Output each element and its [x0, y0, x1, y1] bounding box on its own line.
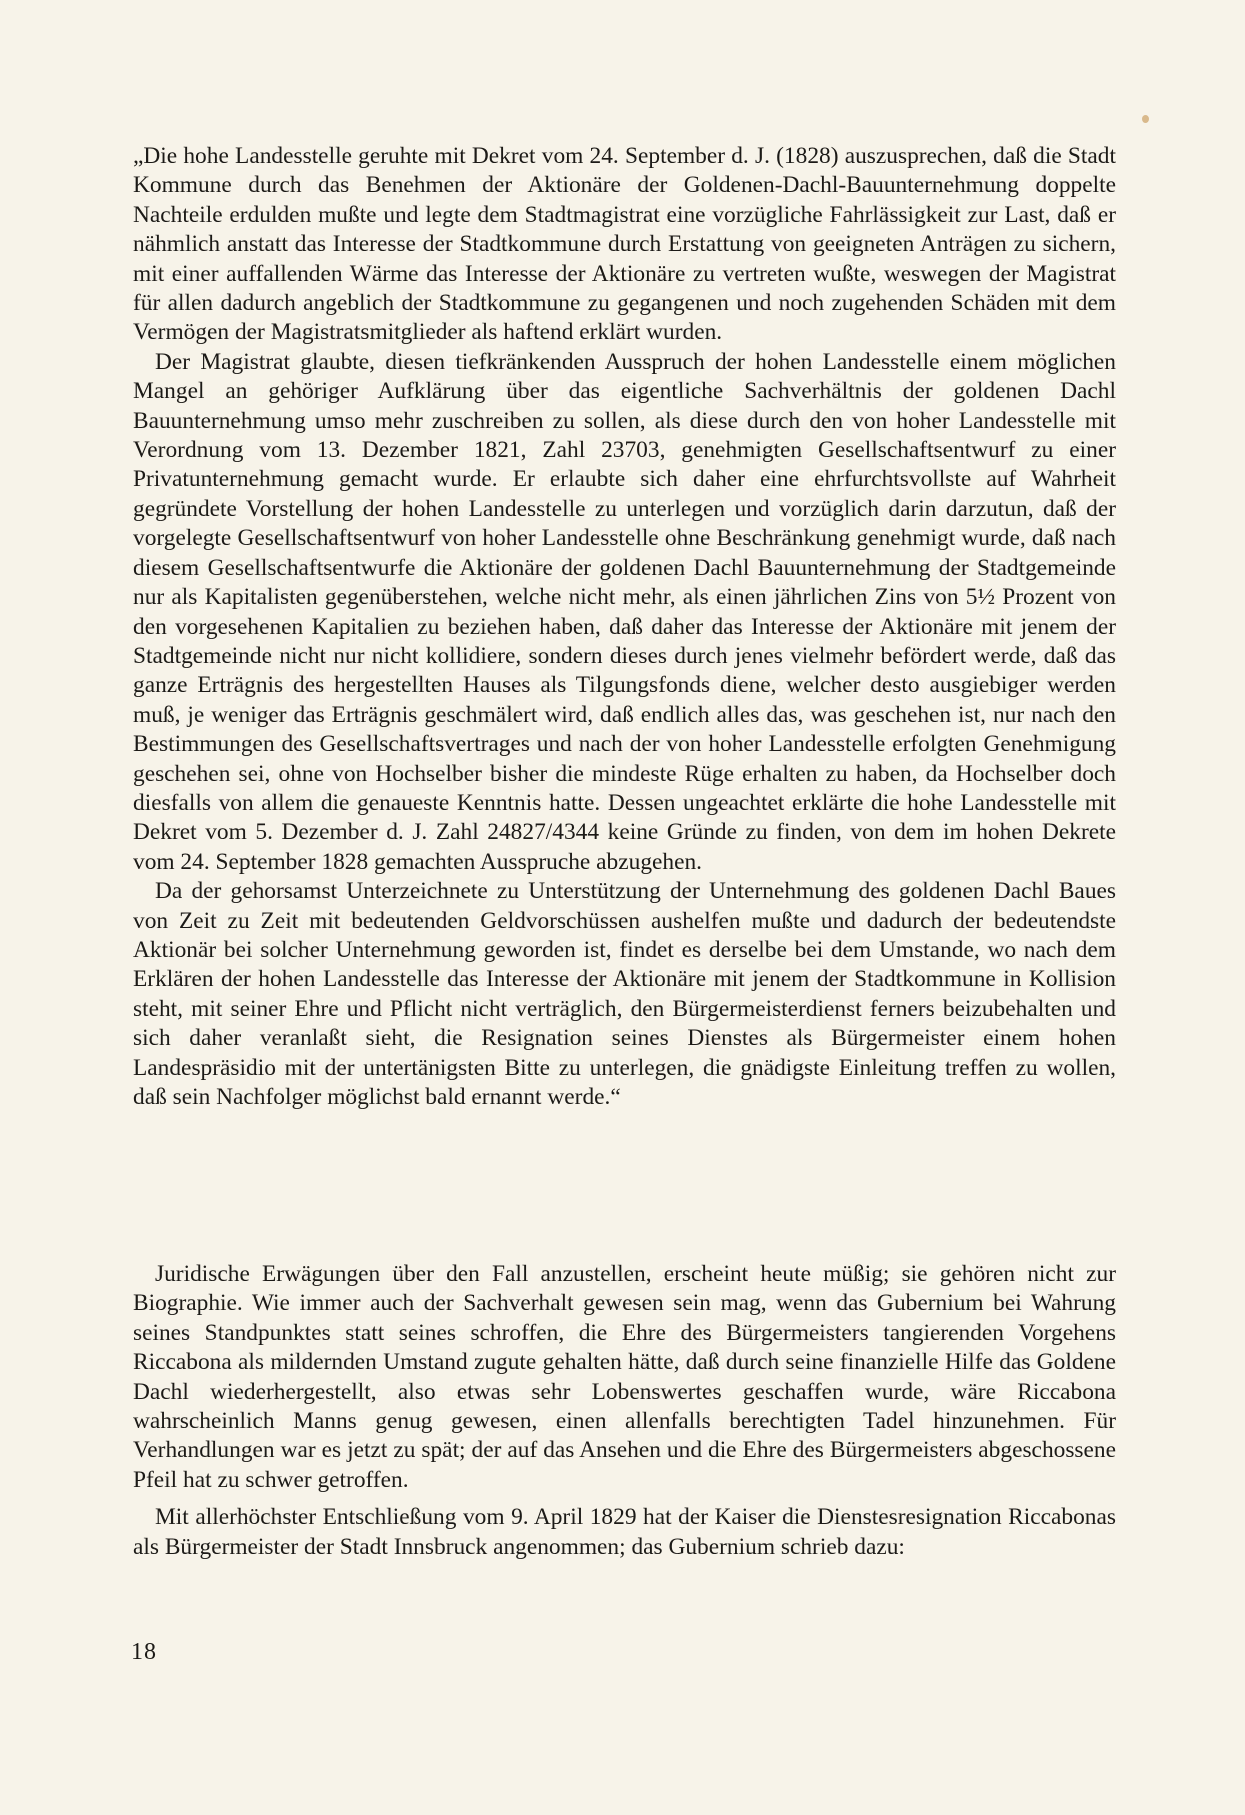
author-commentary	[133, 1260, 1116, 1562]
quoted-letter	[133, 142, 1116, 1112]
quote-paragraph: „Die hohe Landesstelle geruhte mit Dekret vom 24. September d. J. (1828) auszusprechen, daß die Stadt Kommune durch das Benehmen der Aktionäre der Goldenen-Dachl-Bauunternehmung doppelte Nachteile erdulden mußte und legte dem Stadtmagistrat eine vorzügliche Fahrlässigkeit zur Last, daß er nähmlich anstatt das Interesse der Stadtkommune durch Erstattung von geeigneten Anträgen zu sichern, mit einer auffallenden Wärme das Interesse der Aktionäre zu vertreten wußte, weswegen der Magistrat für allen dadurch angeblich der Stadtkommune zu gegangenen und noch zugehenden Schäden mit dem Vermögen der Magistratsmitglieder als haftend erklärt wurden.	[133, 143, 1116, 346]
page-number: 18	[131, 1639, 157, 1665]
commentary-paragraph: Juridische Erwägungen über den Fall anzustellen, erscheint heute müßig; sie gehören nicht zur Biographie. Wie immer auch der Sachverhalt gewesen sein mag, wenn das Gubernium bei Wahrung seines Standpunktes statt seines schroffen, die Ehre des Bürgermeisters tangierenden Vorgehens Riccabona als mildernden Umstand zugute gehalten hätte, daß durch seine finanzielle Hilfe das Goldene Dachl wiederhergestellt, also etwas sehr Lobenswertes geschaffen wurde, wäre Riccabona wahrscheinlich Manns genug gewesen, einen allenfalls berechtigten Tadel hinzunehmen. Für Verhandlungen war es jetzt zu spät; der auf das Ansehen und die Ehre des Bürgermeisters abgeschossene Pfeil hat zu schwer getroffen.	[133, 1261, 1116, 1493]
commentary-paragraph: Mit allerhöchster Entschließung vom 9. April 1829 hat der Kaiser die Dienstesresignation Riccabonas als Bürgermeister der Stadt Innsbruck angenommen; das Gubernium schrieb dazu:	[133, 1504, 1116, 1560]
paper-speck	[1142, 115, 1149, 123]
quote-paragraph: Da der gehorsamst Unterzeichnete zu Unterstützung der Unternehmung des goldenen Dachl Baues von Zeit zu Zeit mit bedeutenden Geldvorschüssen aushelfen mußte und dadurch der bedeutendste Aktionär bei solcher Unternehmung geworden ist, findet es derselbe bei dem Umstande, wo nach dem Erklären der hohen Landesstelle das Interesse der Aktionäre mit jenem der Stadtkommune in Kollision steht, mit seiner Ehre und Pflicht nicht verträglich, den Bürgermeisterdienst ferners beizubehalten und sich daher veranlaßt sieht, die Resignation seines Dienstes als Bürgermeister einem hohen Landespräsidio mit der untertänigsten Bitte zu unterlegen, die gnädigste Einleitung treffen zu wollen, daß sein Nachfolger möglichst bald ernannt werde.“	[133, 878, 1116, 1110]
quote-paragraph: Der Magistrat glaubte, diesen tiefkränkenden Ausspruch der hohen Landesstelle einem möglichen Mangel an gehöriger Aufklärung über das eigentliche Sachverhältnis der goldenen Dachl Bauunternehmung umso mehr zuschreiben zu sollen, als diese durch den von hoher Landesstelle mit Verordnung vom 13. Dezember 1821, Zahl 23703, genehmigten Gesellschaftsentwurf zu einer Privatunternehmung gemacht wurde. Er erlaubte sich daher eine ehrfurchtsvollste auf Wahrheit gegründete Vorstellung der hohen Landesstelle zu unterlegen und vorzüglich darin darzutun, daß der vorgelegte Gesellschaftsentwurf von hoher Landesstelle ohne Beschränkung genehmigt wurde, daß nach diesem Gesellschaftsentwurfe die Aktionäre der goldenen Dachl Bauunternehmung der Stadtgemeinde nur als Kapitalisten gegenüberstehen, welche nicht mehr, als einen jährlichen Zins von 5½ Prozent von den vorgesehenen Kapitalien zu beziehen haben, daß daher das Interesse der Aktionäre mit jenem der Stadtgemeinde nicht nur nicht kollidiere, sondern dieses durch jenes vielmehr befördert werde, daß das ganze Erträgnis des hergestellten Hauses als Tilgungsfonds diene, welcher desto ausgiebiger werden muß, je weniger das Erträgnis geschmälert wird, daß endlich alles das, was geschehen ist, nur nach den Bestimmungen des Gesellschaftsvertrages und nach der von hoher Landesstelle erfolgten Genehmigung geschehen sei, ohne von Hochselber bisher die mindeste Rüge erhalten zu haben, da Hochselber doch diesfalls von allem die genaueste Kenntnis hatte. Dessen ungeachtet erklärte die hohe Landesstelle mit Dekret vom 5. Dezember d. J. Zahl 24827/4344 keine Gründe zu finden, von dem im hohen Dekrete vom 24. September 1828 gemachten Ausspruche abzugehen.	[133, 348, 1116, 875]
